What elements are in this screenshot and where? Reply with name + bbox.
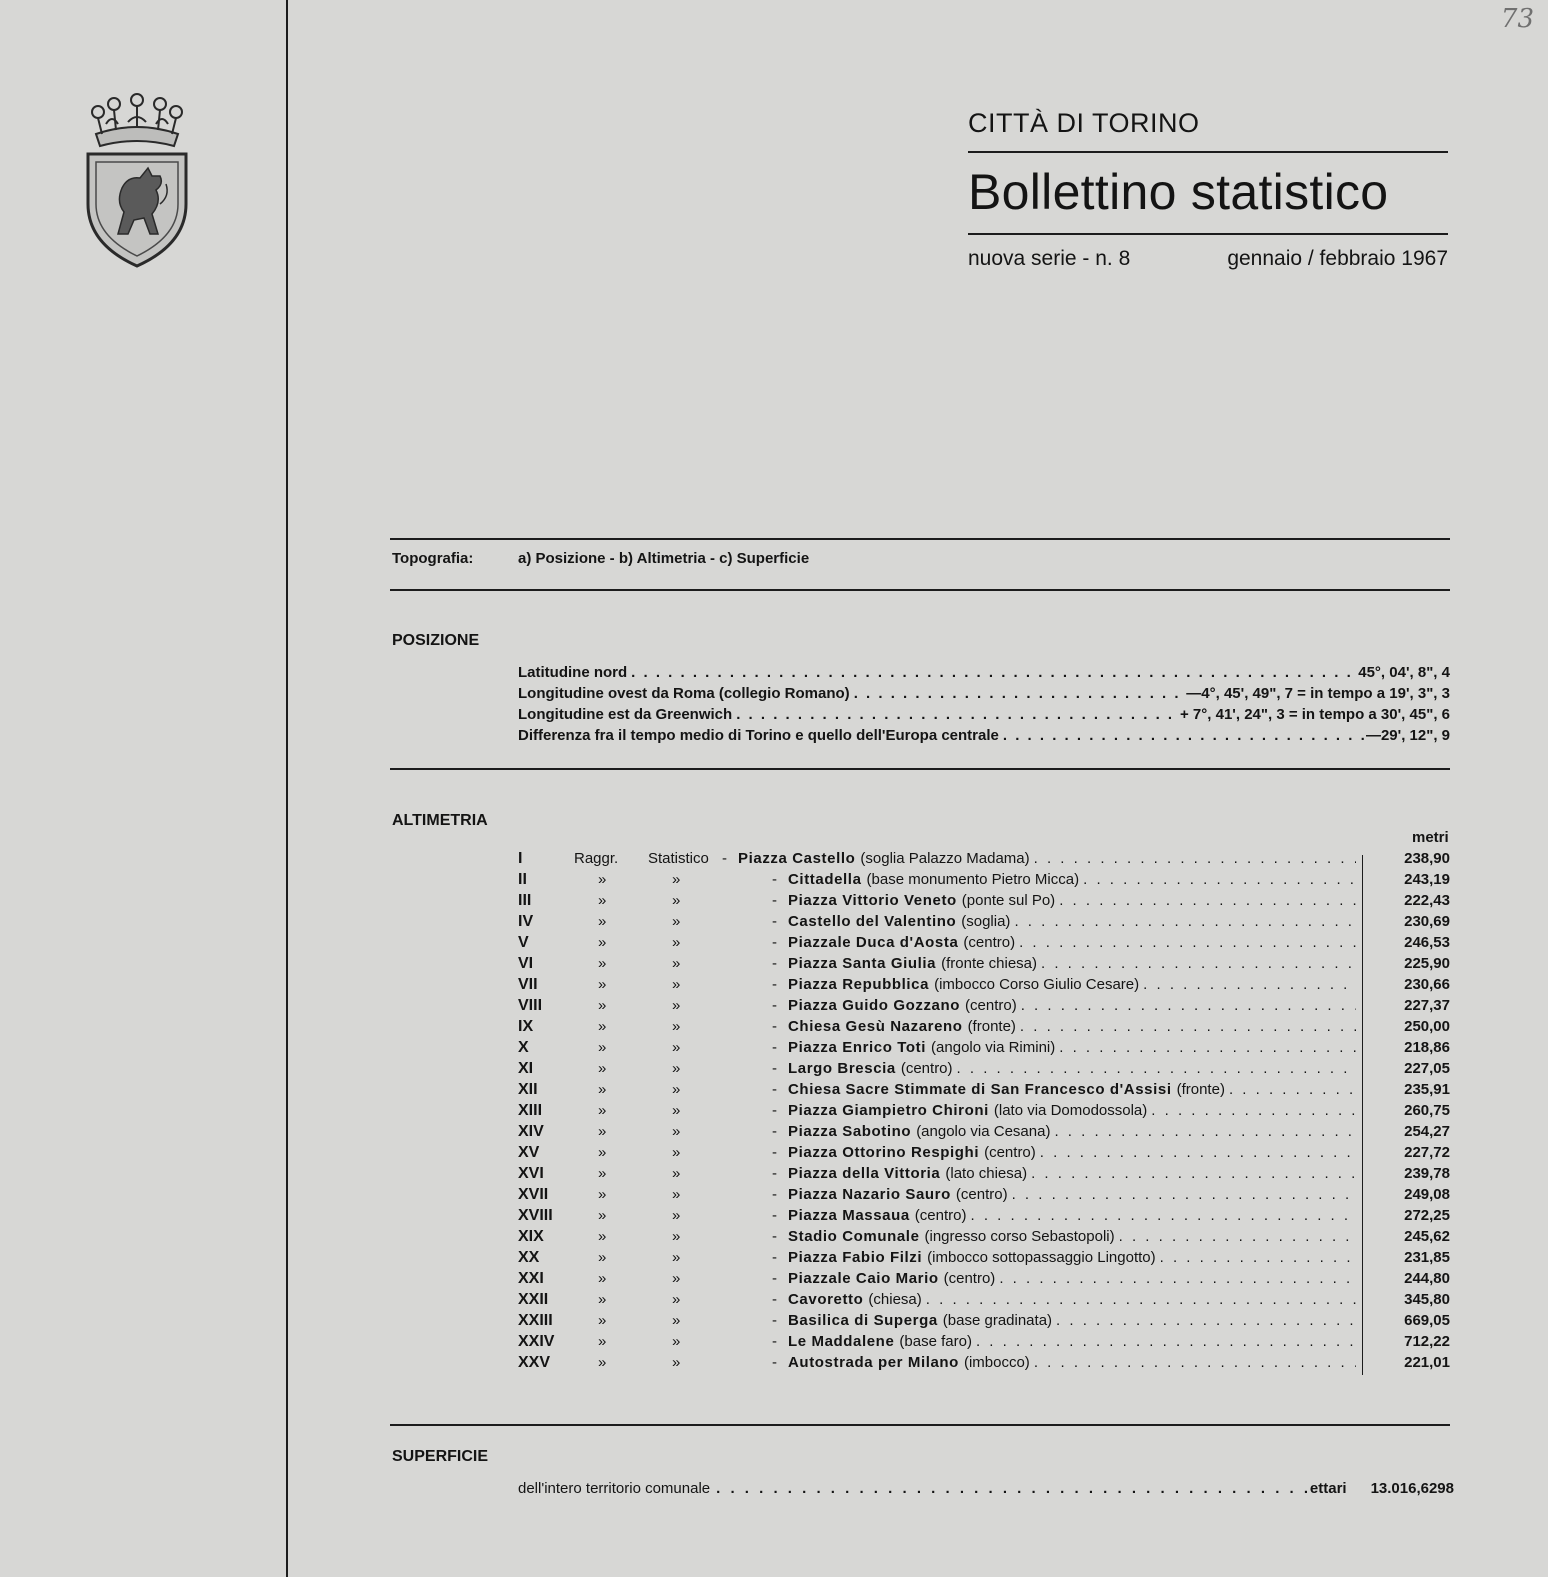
- dash-separator: -: [772, 1270, 777, 1287]
- dash-separator: -: [772, 1228, 777, 1245]
- leader-dots: [1015, 934, 1356, 951]
- landmark-note: (lato chiesa): [945, 1165, 1028, 1182]
- landmark-name: Chiesa Gesù Nazareno: [788, 1018, 963, 1035]
- raggruppamento-number: X: [518, 1039, 529, 1056]
- dash-separator: -: [772, 1060, 777, 1077]
- landmark-name: Piazzale Caio Mario: [788, 1270, 939, 1287]
- ditto-mark: »: [672, 1081, 681, 1098]
- landmark-name: Piazza Sabotino: [788, 1123, 912, 1140]
- ditto-mark: »: [672, 1018, 681, 1035]
- ditto-mark: »: [672, 1144, 681, 1161]
- ditto-mark: »: [598, 976, 607, 993]
- topografia-items: a) Posizione - b) Altimetria - c) Superficie: [518, 550, 810, 567]
- raggruppamento-number: XV: [518, 1144, 540, 1161]
- leader-dots: [972, 1333, 1356, 1350]
- altitude-value: 669,05: [1404, 1312, 1450, 1329]
- ditto-mark: »: [598, 1291, 607, 1308]
- raggruppamento-number: XIX: [518, 1228, 544, 1245]
- altimetria-unit: metri: [1412, 829, 1449, 846]
- posizione-row: [518, 706, 1450, 727]
- altitude-value: 227,37: [1404, 997, 1450, 1014]
- altimetria-row: [518, 1081, 1450, 1102]
- ditto-mark: »: [672, 871, 681, 888]
- ditto-mark: »: [672, 1354, 681, 1371]
- raggruppamento-number: XIII: [518, 1102, 543, 1119]
- dash-separator: -: [772, 892, 777, 909]
- landmark-name: Chiesa Sacre Stimmate di San Francesco d'Assisi: [788, 1081, 1172, 1098]
- altitude-value: 225,90: [1404, 955, 1450, 972]
- posizione-value: 45°, 04', 8", 4: [1358, 664, 1450, 681]
- altimetria-row: [518, 1333, 1450, 1354]
- dash-separator: -: [772, 1165, 777, 1182]
- ditto-mark: »: [598, 1207, 607, 1224]
- altitude-value: 249,08: [1404, 1186, 1450, 1203]
- landmark-name: Largo Brescia: [788, 1060, 896, 1077]
- ditto-mark: »: [598, 1060, 607, 1077]
- altimetria-row: [518, 1060, 1450, 1081]
- altimetria-row: [518, 955, 1450, 976]
- posizione-heading: POSIZIONE: [392, 632, 480, 649]
- raggruppamento-number: XVI: [518, 1165, 544, 1182]
- altitude-value: 222,43: [1404, 892, 1450, 909]
- leader-dots: [1036, 1144, 1356, 1161]
- altitude-value: 231,85: [1404, 1249, 1450, 1266]
- leader-dots: [1030, 1354, 1356, 1371]
- ditto-mark: »: [598, 1270, 607, 1287]
- landmark-note: (centro): [963, 934, 1016, 951]
- dash-separator: -: [772, 1039, 777, 1056]
- ditto-mark: »: [598, 871, 607, 888]
- altitude-value: 238,90: [1404, 850, 1450, 867]
- landmark-name: Piazza Santa Giulia: [788, 955, 937, 972]
- landmark-note: (centro): [914, 1207, 967, 1224]
- altimetria-row: [518, 1354, 1450, 1375]
- leader-dots: [966, 1207, 1356, 1224]
- ditto-mark: »: [598, 892, 607, 909]
- landmark-note: (angolo via Rimini): [931, 1039, 1056, 1056]
- dash-separator: -: [772, 871, 777, 888]
- raggruppamento-number: XX: [518, 1249, 540, 1266]
- altimetria-row: [518, 1312, 1450, 1333]
- raggruppamento-number: IX: [518, 1018, 534, 1035]
- raggruppamento-number: VI: [518, 955, 534, 972]
- posizione-row: [518, 664, 1450, 685]
- ditto-mark: »: [598, 1333, 607, 1350]
- binding-spine-line: [286, 0, 288, 1577]
- landmark-name: Cittadella: [788, 871, 862, 888]
- landmark-name: Piazza Ottorino Respighi: [788, 1144, 980, 1161]
- raggruppamento-number: II: [518, 871, 527, 888]
- leader-dots: [995, 1270, 1356, 1287]
- raggruppamento-number: XXI: [518, 1270, 544, 1287]
- ditto-mark: »: [672, 976, 681, 993]
- superficie-label: dell'intero territorio comunale: [518, 1480, 711, 1497]
- altimetria-row: [518, 892, 1450, 913]
- landmark-name: Piazza Repubblica: [788, 976, 930, 993]
- landmark-note: (base monumento Pietro Micca): [866, 871, 1080, 888]
- landmark-note: (base gradinata): [942, 1312, 1053, 1329]
- landmark-note: (fronte): [1176, 1081, 1225, 1098]
- leader-dots: [1008, 1186, 1356, 1203]
- posizione-value: —4°, 45', 49", 7 = in tempo a 19', 3", 3: [1186, 685, 1450, 702]
- landmark-name: Piazza Giampietro Chironi: [788, 1102, 989, 1119]
- raggruppamento-number: VII: [518, 976, 538, 993]
- posizione-row: [518, 685, 1450, 706]
- city-name: CITTÀ DI TORINO: [968, 108, 1200, 138]
- landmark-name: Piazza Enrico Toti: [788, 1039, 927, 1056]
- ditto-mark: »: [598, 1354, 607, 1371]
- altitude-value: 260,75: [1404, 1102, 1450, 1119]
- leader-dots: [1030, 850, 1356, 867]
- raggruppamento-number: V: [518, 934, 529, 951]
- section-divider: [390, 538, 1450, 540]
- altimetria-row: [518, 1123, 1450, 1144]
- altitude-value: 227,05: [1404, 1060, 1450, 1077]
- altitude-value: 239,78: [1404, 1165, 1450, 1182]
- leader-dots: [1147, 1102, 1356, 1119]
- landmark-name: Piazza Castello: [738, 850, 856, 867]
- ditto-mark: »: [598, 1081, 607, 1098]
- ditto-mark: »: [672, 913, 681, 930]
- altimetria-row: [518, 1018, 1450, 1039]
- ditto-mark: »: [672, 892, 681, 909]
- leader-dots: [1050, 1123, 1356, 1140]
- ditto-mark: »: [598, 1039, 607, 1056]
- leader-dots: [999, 727, 1366, 744]
- landmark-note: (chiesa): [868, 1291, 922, 1308]
- statistico-label: Statistico: [648, 850, 709, 867]
- altimetria-row: [518, 850, 1450, 871]
- ditto-mark: »: [672, 934, 681, 951]
- altitude-value: 243,19: [1404, 871, 1450, 888]
- altitude-value: 235,91: [1404, 1081, 1450, 1098]
- issue-series: nuova serie - n. 8: [968, 247, 1131, 270]
- posizione-value: + 7°, 41', 24", 3 = in tempo a 30', 45", 6: [1180, 706, 1450, 723]
- raggruppamento-number: XI: [518, 1060, 534, 1077]
- raggruppamento-number: XVIII: [518, 1207, 553, 1224]
- leader-dots: [1052, 1312, 1356, 1329]
- superficie-unit: ettari: [1309, 1480, 1347, 1497]
- altimetria-row: [518, 976, 1450, 997]
- landmark-name: Le Maddalene: [788, 1333, 895, 1350]
- ditto-mark: »: [598, 955, 607, 972]
- altimetria-list: [518, 850, 1450, 1375]
- ditto-mark: »: [672, 1291, 681, 1308]
- raggruppamento-number: XXIV: [518, 1333, 555, 1350]
- altitude-value: 227,72: [1404, 1144, 1450, 1161]
- ditto-mark: »: [672, 1165, 681, 1182]
- leader-dots: [1115, 1228, 1356, 1245]
- ditto-mark: »: [672, 1186, 681, 1203]
- leader-dots: [850, 685, 1187, 702]
- leader-dots: [953, 1060, 1356, 1077]
- torino-coat-of-arms-icon: [78, 84, 196, 268]
- landmark-name: Castello del Valentino: [788, 913, 957, 930]
- landmark-note: (fronte): [967, 1018, 1016, 1035]
- landmark-note: (centro): [965, 997, 1017, 1014]
- altitude-value: 246,53: [1404, 934, 1450, 951]
- altimetria-row: [518, 934, 1450, 955]
- landmark-name: Piazza Massaua: [788, 1207, 910, 1224]
- dash-separator: -: [772, 1249, 777, 1266]
- landmark-note: (centro): [943, 1270, 996, 1287]
- section-divider: [390, 1424, 1450, 1426]
- altitude-value: 254,27: [1404, 1123, 1450, 1140]
- leader-dots: [627, 664, 1358, 681]
- ditto-mark: »: [598, 1165, 607, 1182]
- altimetria-row: [518, 1270, 1450, 1291]
- landmark-note: (centro): [984, 1144, 1036, 1161]
- altimetria-heading: ALTIMETRIA: [392, 812, 488, 829]
- ditto-mark: »: [598, 934, 607, 951]
- altimetria-row: [518, 1102, 1450, 1123]
- landmark-note: (base faro): [899, 1333, 972, 1350]
- dash-separator: -: [772, 955, 777, 972]
- dash-separator: -: [772, 1207, 777, 1224]
- issue-period: gennaio / febbraio 1967: [1227, 247, 1448, 270]
- bulletin-title: Bollettino statistico: [968, 164, 1389, 220]
- posizione-label: Longitudine est da Greenwich: [518, 706, 733, 723]
- altimetria-row: [518, 1291, 1450, 1312]
- landmark-note: (ingresso corso Sebastopoli): [924, 1228, 1115, 1245]
- topografia-label: Topografia:: [392, 550, 474, 567]
- dash-separator: -: [772, 997, 777, 1014]
- landmark-note: (imbocco sottopassaggio Lingotto): [927, 1249, 1156, 1266]
- altimetria-row: [518, 1039, 1450, 1060]
- raggruppamento-number: XXV: [518, 1354, 551, 1371]
- leader-dots: [1079, 871, 1356, 888]
- dash-separator: -: [772, 1291, 777, 1308]
- altitude-value: 272,25: [1404, 1207, 1450, 1224]
- altitude-value: 221,01: [1404, 1354, 1450, 1371]
- leader-dots: [1225, 1081, 1356, 1098]
- superficie-row: [518, 1480, 1454, 1497]
- leader-dots: [1017, 997, 1356, 1014]
- leader-dots: [1016, 1018, 1356, 1035]
- landmark-name: Piazza della Vittoria: [788, 1165, 941, 1182]
- ditto-mark: »: [672, 1060, 681, 1077]
- dash-separator: -: [772, 1144, 777, 1161]
- dash-separator: -: [722, 850, 727, 867]
- leader-dots: [1037, 955, 1356, 972]
- altitude-value: 218,86: [1404, 1039, 1450, 1056]
- ditto-mark: »: [672, 1039, 681, 1056]
- ditto-mark: »: [598, 997, 607, 1014]
- ditto-mark: »: [672, 1249, 681, 1266]
- raggruppamento-number: XXIII: [518, 1312, 553, 1329]
- dash-separator: -: [772, 1312, 777, 1329]
- raggruppamento-number: I: [518, 850, 523, 867]
- landmark-note: (angolo via Cesana): [916, 1123, 1051, 1140]
- handwritten-page-number: 73: [1500, 4, 1534, 34]
- dash-separator: -: [772, 1354, 777, 1371]
- landmark-name: Autostrada per Milano: [788, 1354, 959, 1371]
- dash-separator: -: [772, 934, 777, 951]
- leader-dots: [1027, 1165, 1356, 1182]
- altimetria-row: [518, 1165, 1450, 1186]
- superficie-value: 13.016,6298: [1370, 1480, 1454, 1497]
- landmark-name: Piazza Guido Gozzano: [788, 997, 961, 1014]
- leader-dots: [1139, 976, 1356, 993]
- dash-separator: -: [772, 1333, 777, 1350]
- landmark-note: (soglia Palazzo Madama): [860, 850, 1030, 867]
- altimetria-row: [518, 871, 1450, 892]
- landmark-note: (imbocco): [963, 1354, 1030, 1371]
- leader-dots: [732, 706, 1180, 723]
- landmark-name: Cavoretto: [788, 1291, 864, 1308]
- landmark-name: Piazza Fabio Filzi: [788, 1249, 923, 1266]
- landmark-note: (centro): [900, 1060, 953, 1077]
- altitude-value: 230,69: [1404, 913, 1450, 930]
- altitude-value: 712,22: [1404, 1333, 1450, 1350]
- landmark-note: (lato via Domodossola): [993, 1102, 1148, 1119]
- ditto-mark: »: [598, 1123, 607, 1140]
- landmark-name: Basilica di Superga: [788, 1312, 938, 1329]
- raggruppamento-number: XII: [518, 1081, 538, 1098]
- landmark-note: (ponte sul Po): [961, 892, 1056, 909]
- raggruppamento-number: XXII: [518, 1291, 549, 1308]
- landmark-note: (centro): [955, 1186, 1008, 1203]
- ditto-mark: »: [672, 1312, 681, 1329]
- ditto-mark: »: [598, 1228, 607, 1245]
- leader-dots: [710, 1480, 1310, 1497]
- raggruppamento-number: III: [518, 892, 532, 909]
- landmark-name: Piazza Nazario Sauro: [788, 1186, 951, 1203]
- section-divider: [390, 589, 1450, 591]
- raggruppamento-number: VIII: [518, 997, 543, 1014]
- leader-dots: [1156, 1249, 1356, 1266]
- ditto-mark: »: [672, 997, 681, 1014]
- landmark-note: (fronte chiesa): [941, 955, 1037, 972]
- posizione-list: [518, 664, 1450, 748]
- altimetria-row: [518, 1228, 1450, 1249]
- ditto-mark: »: [672, 1207, 681, 1224]
- dash-separator: -: [772, 976, 777, 993]
- ditto-mark: »: [672, 1270, 681, 1287]
- altimetria-row: [518, 1144, 1450, 1165]
- dash-separator: -: [772, 913, 777, 930]
- dash-separator: -: [772, 1123, 777, 1140]
- altimetria-row: [518, 1207, 1450, 1228]
- altimetria-row: [518, 1249, 1450, 1270]
- ditto-mark: »: [598, 1312, 607, 1329]
- dash-separator: -: [772, 1081, 777, 1098]
- ditto-mark: »: [672, 1333, 681, 1350]
- raggruppamento-number: XIV: [518, 1123, 544, 1140]
- altitude-value: 345,80: [1404, 1291, 1450, 1308]
- header-rule-top: [968, 151, 1448, 153]
- bulletin-header: [968, 108, 1448, 271]
- posizione-label: Longitudine ovest da Roma (collegio Romano): [518, 685, 850, 702]
- leader-dots: [1010, 913, 1356, 930]
- raggruppamento-number: XVII: [518, 1186, 549, 1203]
- ditto-mark: »: [598, 913, 607, 930]
- dash-separator: -: [772, 1018, 777, 1035]
- raggruppamento-number: IV: [518, 913, 534, 930]
- ditto-mark: »: [598, 1249, 607, 1266]
- ditto-mark: »: [598, 1186, 607, 1203]
- landmark-note: (imbocco Corso Giulio Cesare): [934, 976, 1140, 993]
- ditto-mark: »: [598, 1102, 607, 1119]
- raggr-label: Raggr.: [574, 850, 619, 867]
- ditto-mark: »: [672, 955, 681, 972]
- altimetria-row: [518, 997, 1450, 1018]
- ditto-mark: »: [598, 1144, 607, 1161]
- landmark-name: Stadio Comunale: [788, 1228, 920, 1245]
- posizione-label: Latitudine nord: [518, 664, 628, 681]
- altitude-value: 230,66: [1404, 976, 1450, 993]
- altitude-value: 244,80: [1404, 1270, 1450, 1287]
- superficie-heading: SUPERFICIE: [392, 1448, 489, 1465]
- dash-separator: -: [772, 1186, 777, 1203]
- altitude-value: 245,62: [1404, 1228, 1450, 1245]
- ditto-mark: »: [598, 1018, 607, 1035]
- landmark-name: Piazzale Duca d'Aosta: [788, 934, 959, 951]
- posizione-label: Differenza fra il tempo medio di Torino e quello dell'Europa centrale: [518, 727, 999, 744]
- ditto-mark: »: [672, 1102, 681, 1119]
- header-rule-bottom: [968, 233, 1448, 235]
- posizione-row: [518, 727, 1450, 748]
- altimetria-row: [518, 1186, 1450, 1207]
- altitude-value: 250,00: [1404, 1018, 1450, 1035]
- altimetria-row: [518, 913, 1450, 934]
- landmark-name: Piazza Vittorio Veneto: [788, 892, 957, 909]
- leader-dots: [922, 1291, 1356, 1308]
- leader-dots: [1055, 892, 1356, 909]
- ditto-mark: »: [672, 1228, 681, 1245]
- landmark-note: (soglia): [961, 913, 1011, 930]
- issue-line: [968, 247, 1448, 271]
- dash-separator: -: [772, 1102, 777, 1119]
- posizione-value: —29', 12", 9: [1365, 727, 1450, 744]
- ditto-mark: »: [672, 1123, 681, 1140]
- topografia-line: [392, 550, 809, 567]
- section-divider: [390, 768, 1450, 770]
- leader-dots: [1055, 1039, 1356, 1056]
